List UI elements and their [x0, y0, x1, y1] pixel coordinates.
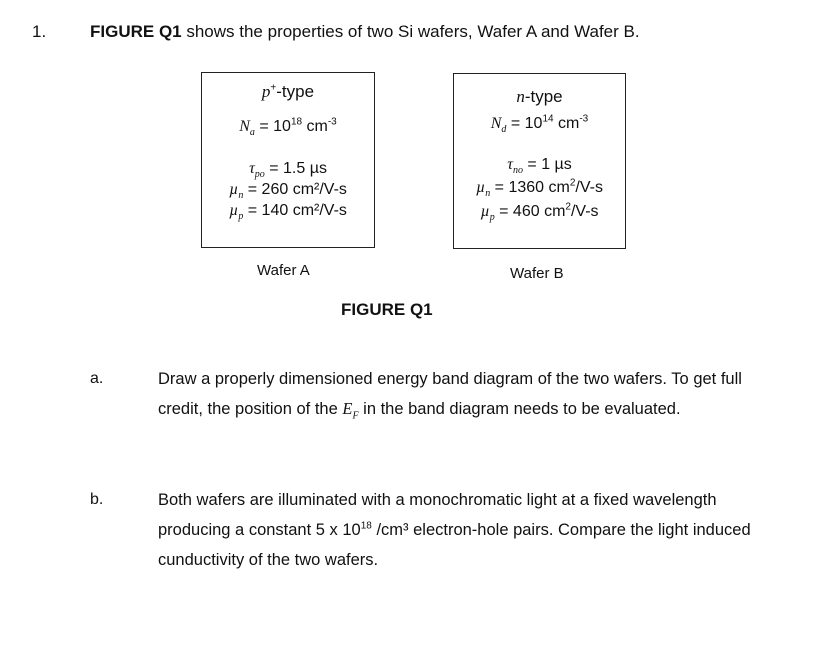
wafer-a-doping: $N_a = 10^{18}$ $cm^{-3}$: [239, 116, 337, 139]
question-intro-text: shows the properties of two Si wafers, Wafer A and Wafer B.: [181, 22, 640, 41]
wafer-b-type: n-type: [516, 87, 563, 106]
wafer-b-electron-mobility: µ$_n$ = 1360 $cm^2/V-s$: [476, 177, 603, 200]
part-a-text: Draw a properly dimensioned energy band diagram of the two wafers. To get full credit, the position of the $E_F$ in the band diagram needs to be evaluated.: [158, 370, 742, 422]
wafer-a-box: [201, 72, 375, 248]
figure-reference: FIGURE Q1: [90, 22, 182, 41]
figure-caption: FIGURE Q1: [341, 300, 433, 319]
wafer-b-label: Wafer B: [510, 265, 564, 282]
wafer-b-lifetime: $\tau_{no} = 1$ µs: [507, 156, 572, 177]
wafer-a-hole-mobility: µ$_p$ = 140 cm²/V-s: [229, 202, 347, 223]
part-a-letter: a.: [90, 370, 104, 387]
wafer-b-box: [453, 73, 626, 249]
part-b-text: Both wafers are illuminated with a monochromatic light at a fixed wavelength producing a constant 5 x $10^{18}$ /cm³ electron-hole pairs. Compare the light induced cunductivity of the two wafers.: [158, 491, 751, 569]
wafer-b-doping: $N_d = 10^{14}$ $cm^{-3}$: [490, 113, 589, 136]
part-b-letter: b.: [90, 491, 104, 508]
wafer-b-hole-mobility: µ$_p$ = 460 $cm^2/V-s$: [480, 201, 599, 224]
wafer-a-electron-mobility: µ$_n$ = 260 cm²/V-s: [229, 181, 347, 202]
question-intro: [90, 22, 640, 42]
wafer-a-type: p+-type: [261, 82, 315, 101]
wafer-a-label: Wafer A: [257, 262, 310, 279]
wafer-a-lifetime: $\tau_{po} = 1.5$ µs: [249, 160, 327, 181]
question-number: 1.: [32, 22, 47, 41]
